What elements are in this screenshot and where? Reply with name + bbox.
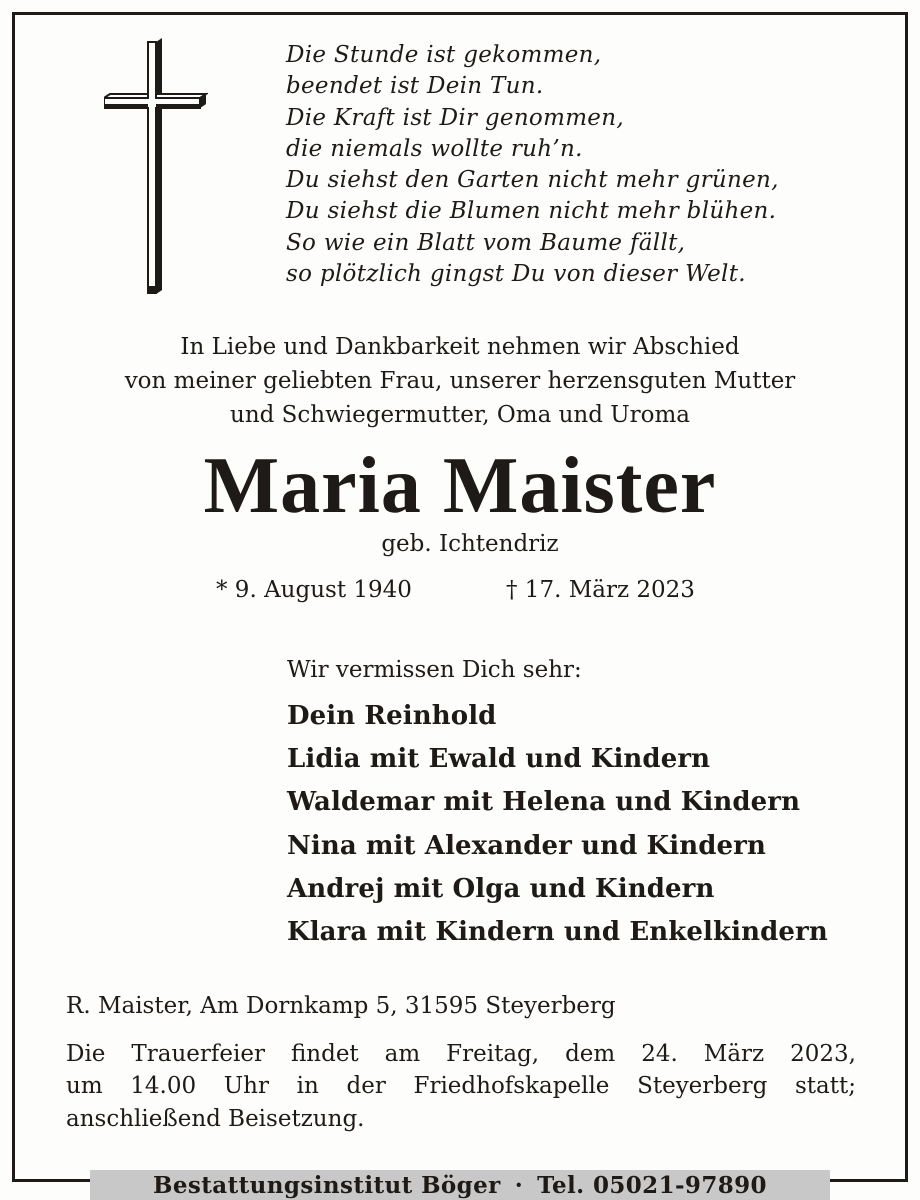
poem-line: Du siehst den Garten nicht mehr grünen,	[286, 167, 779, 194]
poem-line: beendet ist Dein Tun.	[286, 73, 544, 100]
deceased-name: Maria Maister	[203, 442, 717, 530]
cross-icon	[104, 38, 208, 294]
mourner-name: Waldemar mit Helena und Kindern	[287, 787, 801, 818]
birth-date: * 9. August 1940	[216, 577, 412, 603]
poem-line: so plötzlich gingst Du von dieser Welt.	[286, 261, 746, 288]
funeral-line: anschließend Beisetzung.	[66, 1105, 365, 1132]
mourner-name: Klara mit Kindern und Enkelkindern	[287, 917, 828, 948]
family-address: R. Maister, Am Dornkamp 5, 31595 Steyerberg	[66, 993, 616, 1019]
poem-line: Du siehst die Blumen nicht mehr blühen.	[286, 198, 777, 225]
mourner-name: Andrej mit Olga und Kindern	[287, 873, 715, 904]
funeral-home-name: Bestattungsinstitut Böger	[153, 1171, 501, 1199]
mourner-name: Nina mit Alexander und Kindern	[287, 830, 766, 861]
poem-line: So wie ein Blatt vom Baume fällt,	[286, 229, 686, 256]
maiden-name: geb. Ichtendriz	[381, 531, 559, 557]
poem-line: Die Stunde ist gekommen,	[286, 42, 602, 68]
intro-line: In Liebe und Dankbarkeit nehmen wir Abschied	[180, 334, 740, 360]
poem	[286, 40, 846, 290]
poem-line: die niemals wollte ruh’n.	[286, 135, 583, 162]
intro-line: von meiner geliebten Frau, unserer herzensguten Mutter	[124, 368, 796, 394]
funeral-home-phone: Tel. 05021-97890	[537, 1171, 767, 1199]
mourner-name: Dein Reinhold	[287, 701, 497, 731]
mourners-heading: Wir vermissen Dich sehr:	[287, 657, 582, 683]
mourners-list	[287, 695, 887, 954]
poem-line: Die Kraft ist Dir genommen,	[286, 104, 624, 131]
funeral-line: um 14.00 Uhr in der Friedhofskapelle Steyerberg statt;	[66, 1073, 856, 1100]
farewell-intro	[20, 330, 900, 432]
funeral-home-footer	[90, 1170, 830, 1200]
footer-separator: ·	[514, 1171, 524, 1199]
mourner-name: Lidia mit Ewald und Kindern	[287, 744, 711, 775]
funeral-info	[66, 1038, 856, 1135]
intro-line: und Schwiegermutter, Oma und Uroma	[230, 402, 690, 428]
death-date: † 17. März 2023	[506, 577, 695, 603]
funeral-line: Die Trauerfeier findet am Freitag, dem 24. März 2023,	[66, 1041, 856, 1067]
